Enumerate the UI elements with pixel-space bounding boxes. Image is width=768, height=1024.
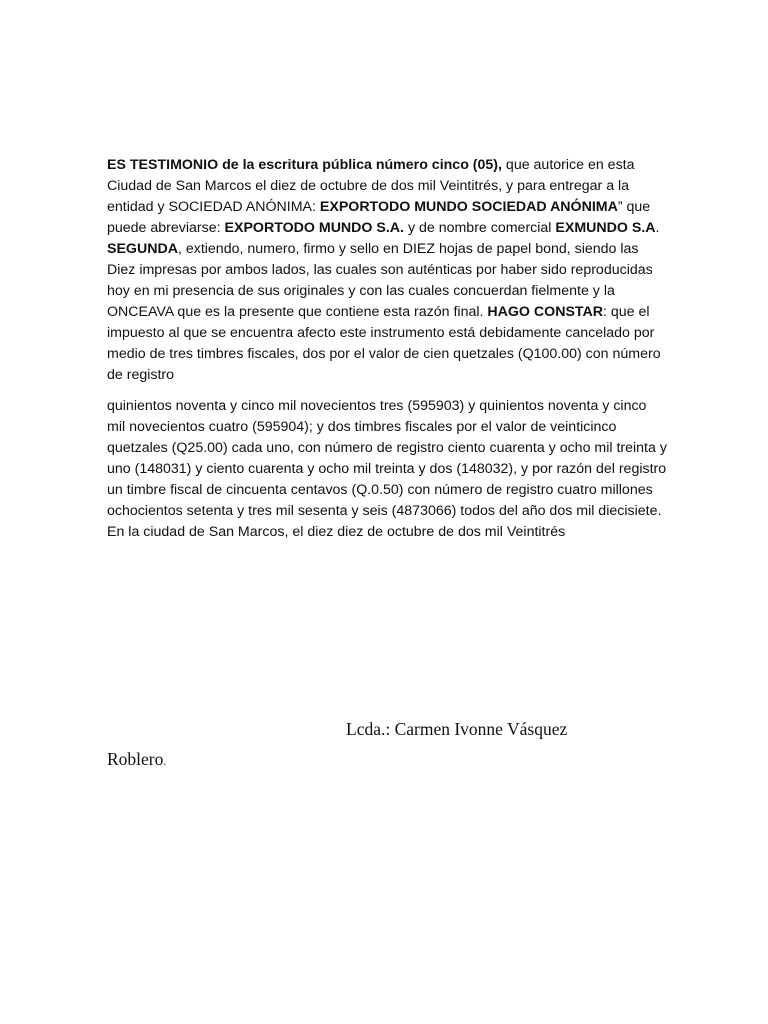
company-abbrev-bold: EXPORTODO MUNDO S.A. <box>224 220 404 236</box>
company-name-bold: EXPORTODO MUNDO SOCIEDAD ANÓNIMA <box>319 199 618 215</box>
testimony-paragraph <box>107 155 667 386</box>
signature-line-1: Lcda.: Carmen Ivonne Vásquez <box>346 719 568 739</box>
hago-constar-bold: HAGO CONSTAR <box>487 304 604 320</box>
registry-paragraph: quinientos noventa y cinco mil novecientos tres (595903) y quinientos noventa y cinco mil novecientos cuatro (595904); y dos timbres fiscales por el valor de veinticinco quetzales (Q25.00) cada uno, con número de registro ciento cuarenta y ocho mil treinta y uno (148031) y ciento cuarenta y ocho mil treinta y dos (148032), y por razón del registro un timbre fiscal de cincuenta centavos (Q.0.50) con número de registro cuatro millones ochocientos setenta y tres mil sesenta y seis (4873066) todos del año dos mil diecisiete. En la ciudad de San Marcos, el diez diez de octubre de dos mil Veintitrés <box>107 398 667 540</box>
signature-surname: Roblero <box>107 749 164 769</box>
signature-line-2 <box>107 749 166 770</box>
trade-name-bold: EXMUNDO S.A <box>555 220 656 236</box>
testimony-heading: ES TESTIMONIO de la escritura pública número cinco (05), <box>107 157 502 173</box>
text-span: ” que puede abreviarse: <box>107 199 651 236</box>
text-span: , extiendo, numero, firmo y sello en DIEZ hojas de papel bond, siendo las Diez impresas por ambos lados, las cuales son auténticas por haber sido reproducidas hoy en mi presencia de sus originales y con las cuales concuerdan fielmente y la ONCEAVA que es la presente que contiene esta razón final. <box>107 241 653 320</box>
segunda-bold: SEGUNDA <box>107 241 178 257</box>
text-span: . <box>655 220 660 236</box>
signature-period: . <box>163 754 167 768</box>
text-span: : que el impuesto al que se encuentra afecto este instrumento está debidamente cancelado por medio de tres timbres fiscales, dos por el valor de cien quetzales (Q100.00) con número de registro <box>107 304 661 383</box>
text-span: y de nombre comercial <box>404 220 556 236</box>
text-span: que autorice en esta Ciudad de San Marcos el diez de octubre de dos mil Veintitrés, y para entregar a la entidad y SOCIEDAD ANÓNIMA: <box>107 157 635 215</box>
